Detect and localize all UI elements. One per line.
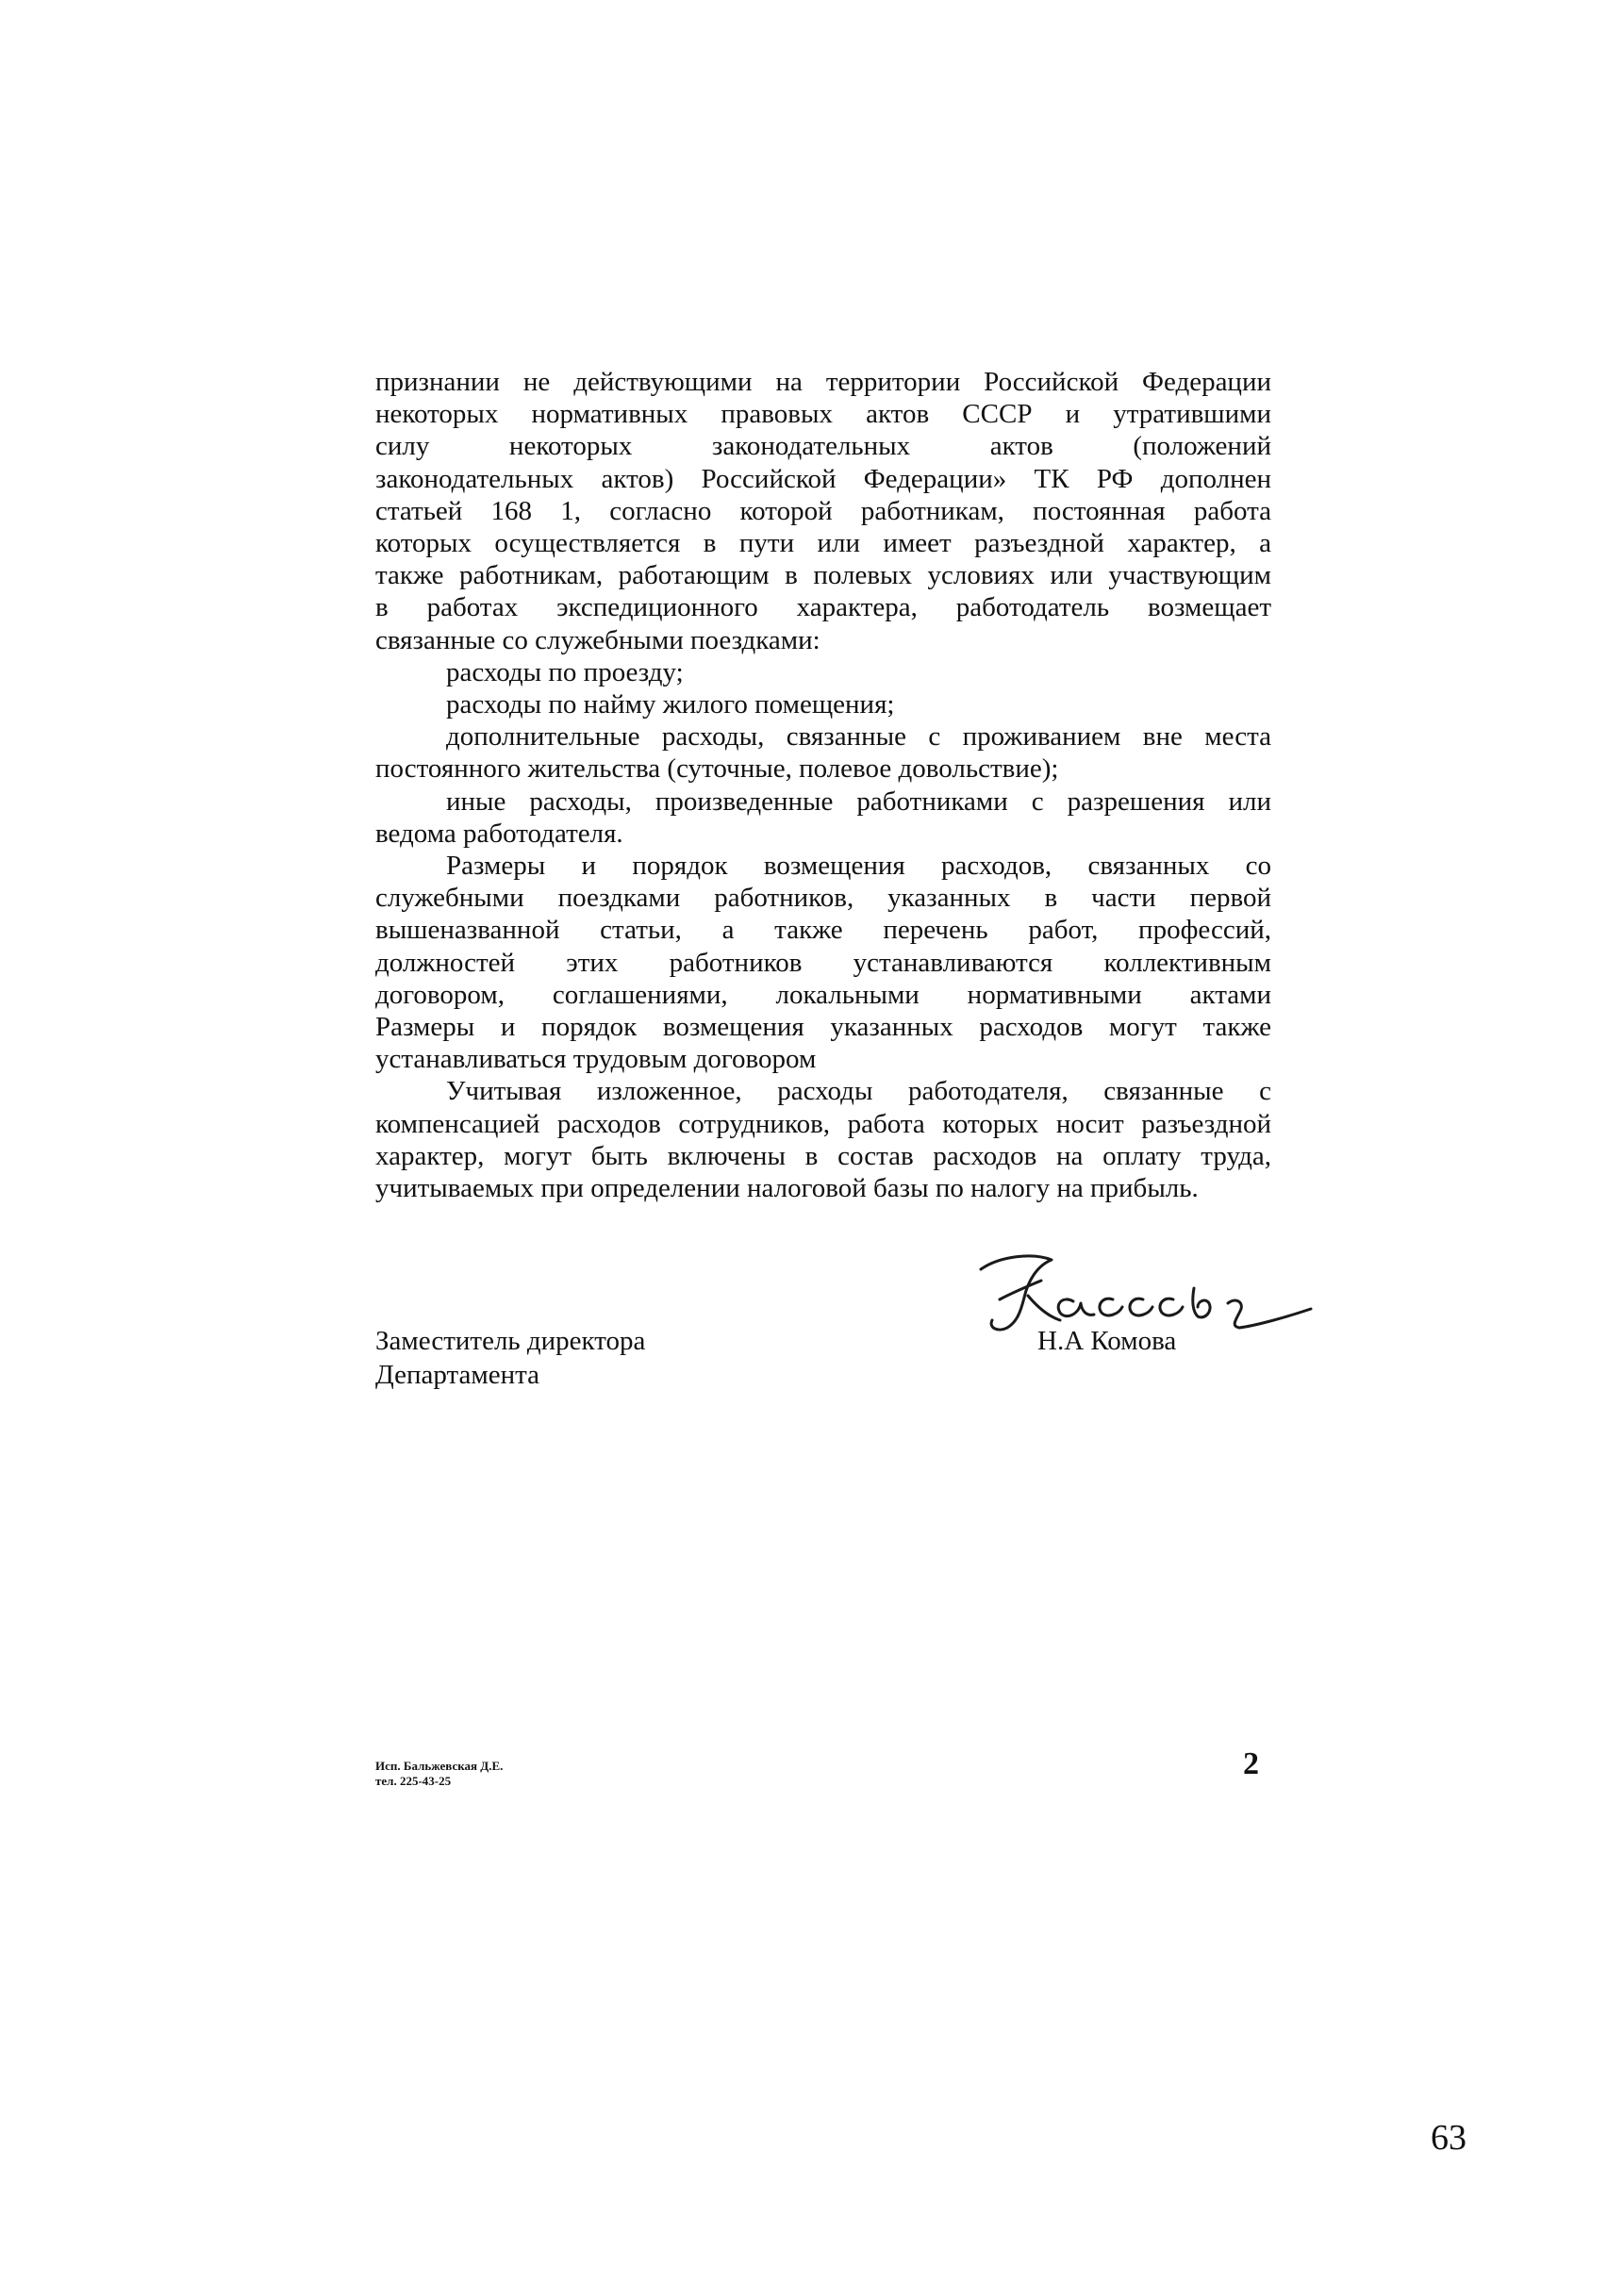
text-line: вышеназванной статьи, а также перечень работ, профессий, <box>375 915 1271 946</box>
text-line: ведома работодателя. <box>375 818 623 849</box>
signer-name: Н.А Комова <box>1037 1326 1177 1356</box>
text-line: которых осуществляется в пути или имеет разъездной характер, а <box>375 528 1271 559</box>
list-item: расходы по найму жилого помещения; <box>446 689 895 720</box>
paragraph-start: Учитывая изложенное, расходы работодателя, связанные с <box>446 1076 1271 1107</box>
text-line: статьей 168 1, согласно которой работникам, постоянная работа <box>375 495 1271 526</box>
text-line: связанные со служебными поездками: <box>375 624 820 655</box>
text-line: Размеры и порядок возмещения указанных расходов могут также <box>375 1012 1271 1043</box>
text-line: законодательных актов) Российской Федерации» ТК РФ дополнен <box>375 463 1271 494</box>
text-line: постоянного жительства (суточные, полевое довольствие); <box>375 753 1059 785</box>
text-line: характер, могут быть включены в состав расходов на оплату труда, <box>375 1140 1271 1171</box>
list-item: иные расходы, произведенные работниками с разрешения или <box>446 786 1271 817</box>
text-line: служебными поездками работников, указанных в части первой <box>375 883 1271 914</box>
page-number: 63 <box>1431 2118 1467 2158</box>
signer-title-line: Департамента <box>375 1360 540 1390</box>
text-line: в работах экспедиционного характера, работодатель возмещает <box>375 592 1271 623</box>
executor-phone: тел. 225-43-25 <box>375 1774 452 1788</box>
executor-name: Исп. Бальжевская Д.Е. <box>375 1759 504 1773</box>
letter-body <box>375 366 1271 1204</box>
text-line: компенсацией расходов сотрудников, работа которых носит разъездной <box>375 1108 1271 1139</box>
signer-title <box>375 1324 645 1392</box>
text-line: устанавливаться трудовым договором <box>375 1044 817 1075</box>
text-line: силу некоторых законодательных актов (положений <box>375 431 1271 462</box>
executor-note <box>375 1759 503 1789</box>
list-item: расходы по проезду; <box>446 656 684 687</box>
text-line: учитываемых при определении налоговой базы по налогу на прибыль. <box>375 1173 1199 1204</box>
text-line: договором, соглашениями, локальными нормативными актами <box>375 979 1271 1010</box>
text-line: признании не действующими на территории Российской Федерации <box>375 367 1271 397</box>
text-line: некоторых нормативных правовых актов СССР и утратившими <box>375 399 1271 430</box>
text-line: также работникам, работающим в полевых условиях или участвующим <box>375 560 1271 591</box>
signer-title-line: Заместитель директора <box>375 1326 646 1356</box>
letter-page-number: 2 <box>1243 1746 1259 1781</box>
paragraph-start: Размеры и порядок возмещения расходов, связанных со <box>446 851 1271 882</box>
text-line: должностей этих работников устанавливаются коллективным <box>375 947 1271 978</box>
list-item: дополнительные расходы, связанные с проживанием вне места <box>446 721 1271 753</box>
